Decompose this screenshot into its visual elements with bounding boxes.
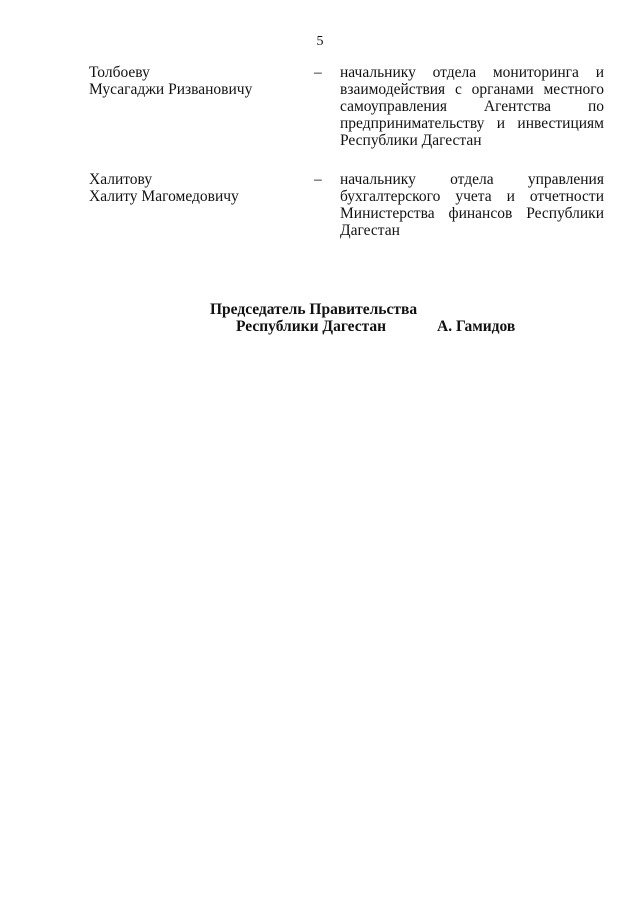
surname: Халитову: [89, 171, 153, 188]
given-names: Мусагаджи Ризвановичу: [89, 81, 253, 98]
signatory-name: А. Гамидов: [437, 318, 516, 335]
description-line: Республики Дагестан: [340, 132, 482, 149]
description-line: бухгалтерского учета и отчетности: [340, 188, 604, 205]
dash-separator: –: [314, 171, 322, 188]
description-line: начальнику отдела управления: [340, 171, 604, 188]
signatory-title: Председатель Правительства: [210, 301, 418, 318]
page-number: 5: [316, 34, 324, 49]
surname: Толбоеву: [89, 64, 150, 81]
description-line: Министерства финансов Республики: [340, 205, 604, 222]
description-line: самоуправления Агентства по: [340, 98, 604, 115]
signatory-title-continued: Республики Дагестан: [236, 318, 387, 335]
position-description: [340, 171, 604, 239]
position-description: [340, 64, 604, 149]
person-name: [89, 171, 309, 205]
description-line: Дагестан: [340, 222, 400, 239]
given-names: Халиту Магомедовичу: [89, 188, 239, 205]
description-line: начальнику отдела мониторинга и: [340, 64, 604, 81]
description-line: взаимодействия с органами местного: [340, 81, 604, 98]
dash-separator: –: [314, 64, 322, 81]
description-line: предпринимательству и инвестициям: [340, 115, 604, 132]
person-name: [89, 64, 309, 98]
